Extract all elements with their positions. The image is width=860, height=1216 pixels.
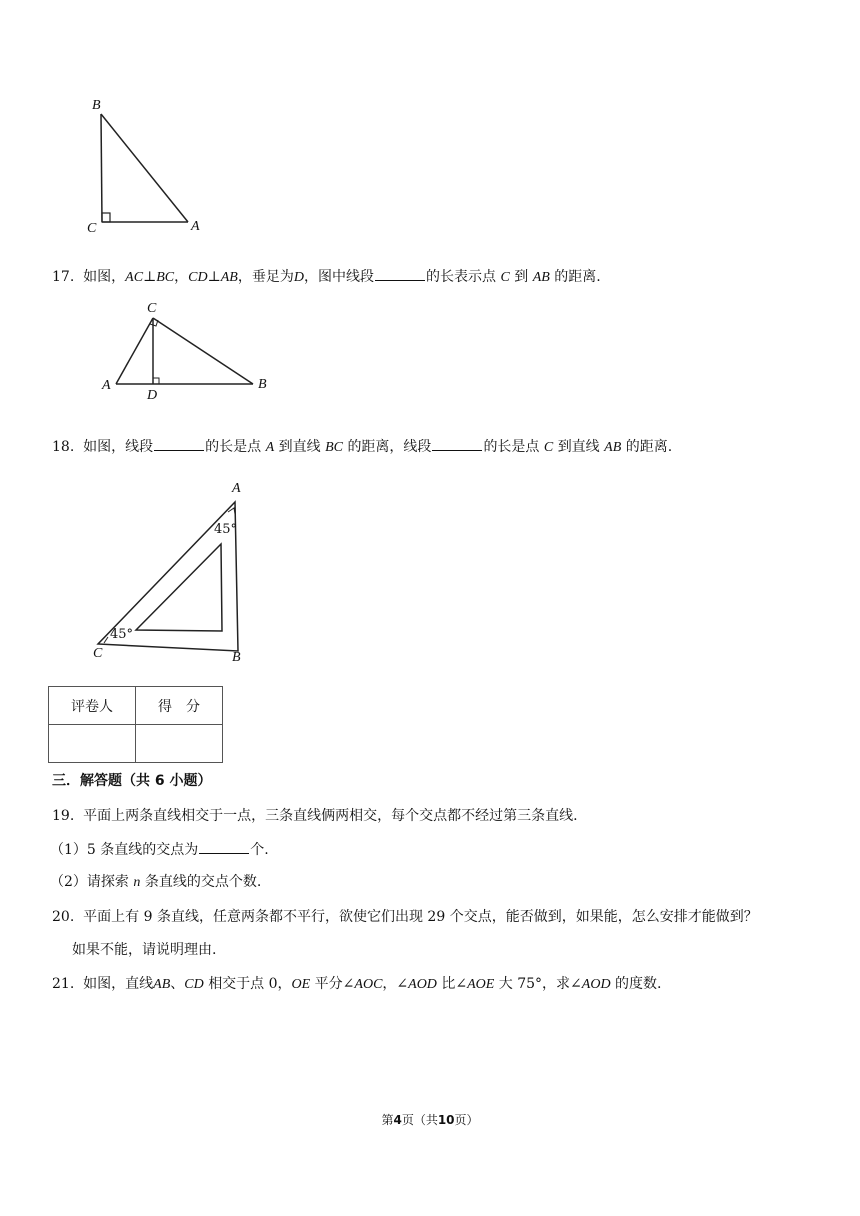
comma: ， bbox=[174, 269, 189, 285]
score-header: 得 分 bbox=[136, 687, 223, 725]
perp-symbol: ⊥ bbox=[207, 269, 221, 285]
point-c: C bbox=[500, 270, 510, 285]
vertex-label-a: A bbox=[102, 378, 111, 393]
question-number: 18. bbox=[52, 439, 75, 455]
vertex-label-d: D bbox=[147, 388, 158, 403]
question-text: 大 75°，求∠ bbox=[498, 976, 582, 992]
variable-n: n bbox=[133, 875, 141, 890]
angle-aoc: AOC bbox=[354, 977, 383, 992]
perp-symbol: ⊥ bbox=[143, 269, 157, 285]
line-cd: CD bbox=[184, 977, 204, 992]
score-table bbox=[48, 686, 223, 763]
angle-label-left: 45° bbox=[110, 627, 134, 642]
question-text: ，∠ bbox=[382, 976, 409, 992]
question-text: 、 bbox=[170, 976, 185, 992]
question-text: 如果不能，请说明理由. bbox=[72, 942, 217, 958]
vertex-label-b: B bbox=[92, 98, 101, 113]
question-text: 的长是点 bbox=[483, 439, 540, 455]
line-bc: BC bbox=[325, 440, 343, 455]
page-number: 4 bbox=[393, 1113, 402, 1127]
question-text: 如图， bbox=[83, 269, 126, 285]
segment-ab: AB bbox=[220, 270, 238, 285]
vertex-label-c: C bbox=[87, 221, 97, 236]
segment-bc: BC bbox=[156, 270, 175, 285]
page-footer bbox=[0, 1111, 860, 1128]
angle-aod: AOD bbox=[581, 977, 611, 992]
question-text: 的度数. bbox=[615, 976, 662, 992]
question-20-line-2 bbox=[72, 940, 216, 960]
question-21 bbox=[52, 974, 661, 995]
question-number: 19. bbox=[52, 808, 75, 824]
footer-text: 页） bbox=[454, 1113, 479, 1127]
vertex-label-c: C bbox=[93, 646, 103, 661]
vertex-label-b: B bbox=[232, 650, 241, 665]
question-19-part-2 bbox=[50, 872, 261, 893]
answer-blank[interactable] bbox=[199, 839, 249, 854]
question-text: 平分∠ bbox=[314, 976, 355, 992]
question-text: ，垂足为 bbox=[237, 269, 294, 285]
grader-header: 评卷人 bbox=[49, 687, 136, 725]
question-text: 的距离. bbox=[554, 269, 601, 285]
line-ab: AB bbox=[153, 977, 171, 992]
question-text: 的距离. bbox=[625, 439, 673, 455]
question-text: 比∠ bbox=[441, 976, 468, 992]
question-text: 平面上两条直线相交于一点，三条直线俩两相交，每个交点都不经过第三条直线. bbox=[83, 808, 578, 824]
question-20 bbox=[52, 907, 758, 927]
angle-aoe: AOE bbox=[467, 977, 495, 992]
angle-label-top: 45° bbox=[214, 522, 238, 537]
point-d: D bbox=[293, 270, 304, 285]
question-text: 如图，直线 bbox=[83, 976, 154, 992]
total-pages: 10 bbox=[437, 1113, 455, 1127]
question-text: ，图中线段 bbox=[303, 269, 374, 285]
question-text: 如图，线段 bbox=[83, 439, 154, 455]
question-text: 条直线的交点个数. bbox=[144, 874, 262, 890]
question-text: 的长表示点 bbox=[425, 269, 496, 285]
point-a: A bbox=[265, 440, 275, 455]
vertex-label-b: B bbox=[258, 377, 267, 392]
question-text: 到直线 bbox=[557, 439, 600, 455]
grader-cell[interactable] bbox=[49, 725, 136, 763]
vertex-label-c: C bbox=[147, 301, 157, 316]
angle-aod: AOD bbox=[408, 977, 437, 992]
question-text: 到直线 bbox=[278, 439, 321, 455]
vertex-label-a: A bbox=[232, 481, 241, 496]
question-19-part-1 bbox=[50, 839, 269, 860]
point-c: C bbox=[543, 440, 554, 455]
vertex-label-a: A bbox=[191, 219, 200, 234]
question-number: 20. bbox=[52, 909, 75, 925]
line-ab: AB bbox=[604, 440, 622, 455]
question-text: 的距离，线段 bbox=[347, 439, 432, 455]
question-text: 平面上有 9 条直线，任意两条都不平行，欲使它们出现 29 个交点，能否做到，如果能，怎么安排才能做到？ bbox=[83, 909, 758, 925]
question-number: 21. bbox=[52, 976, 75, 992]
section-heading: 三．解答题（共 6 小题） bbox=[52, 773, 212, 789]
question-number: 17. bbox=[52, 269, 75, 285]
question-19 bbox=[52, 806, 578, 826]
ray-oe: OE bbox=[291, 977, 311, 992]
score-cell[interactable] bbox=[136, 725, 223, 763]
footer-text: 第 bbox=[381, 1113, 394, 1127]
question-text: 到 bbox=[514, 269, 529, 285]
question-text: 的长是点 bbox=[205, 439, 262, 455]
segment-ac: AC bbox=[125, 270, 144, 285]
segment-cd: CD bbox=[188, 270, 208, 285]
segment-ab: AB bbox=[532, 270, 550, 285]
question-text: （1）5 条直线的交点为 bbox=[50, 842, 199, 858]
footer-text: 页（共 bbox=[401, 1113, 438, 1127]
question-text: （2）请探索 bbox=[50, 874, 129, 890]
question-text: 相交于点 0， bbox=[208, 976, 292, 992]
question-text: 个. bbox=[250, 842, 269, 858]
